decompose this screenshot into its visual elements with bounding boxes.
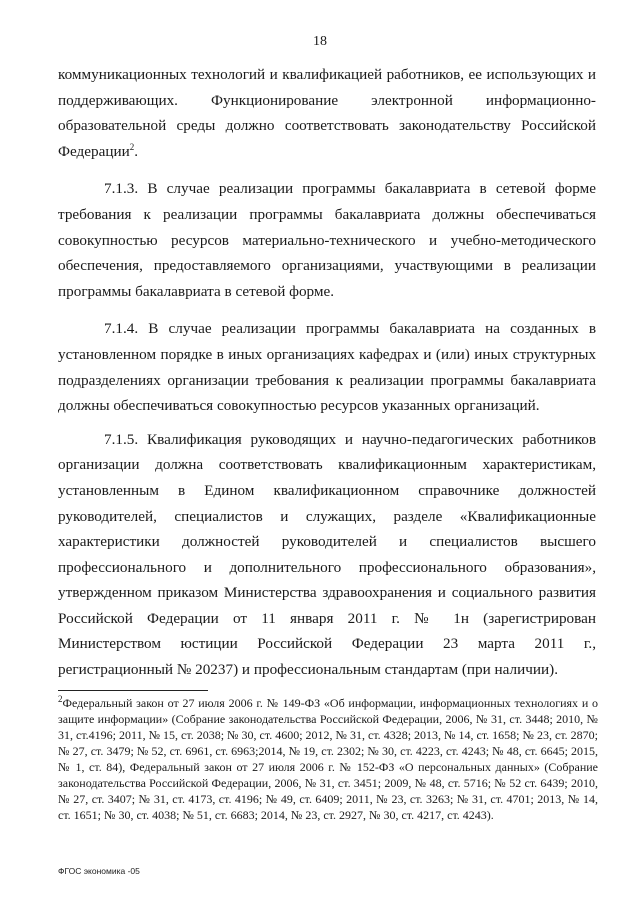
paragraph-text: случае реализации программы бакалавриата на созданных в установленном порядке в иных организациях кафедрах и (или) иных структурных подразделениях организации требования к реализации программы бакалавриата должны обеспечиваться совокупностью ресурсов указанных организаций. bbox=[58, 320, 596, 415]
paragraph-suffix: . bbox=[134, 142, 139, 160]
clause-number: 7.1.4. В bbox=[104, 320, 159, 338]
document-footer: ФГОС экономика -05 bbox=[58, 866, 140, 876]
footnote bbox=[58, 695, 598, 823]
footnote-reference[interactable]: 2 bbox=[129, 141, 135, 152]
footnote-text: Федеральный закон от 27 июля 2006 г. № 149-ФЗ «Об информации, информационных технологиях и о защите информации» (Собрание законодательства Российской Федерации, 2006, № 31, ст. 3448; 2010, № 31, ст.4196; 2011, № 15, ст. 2038; № 30, ст. 4600; 2012, № 31, ст. 4328; 2013, № 14, ст. 1658; № 23, ст. 2870; № 27, ст. 3479; № 52, ст. 6961, ст. 6963;2014, № 19, ст. 2302; № 30, ст. 4223, ст. 4243; № 48, ст. 6645; 2015, № 1, ст. 84), Федеральный закон от 27 июля 2006 г. № 152-ФЗ «О персональных данных» (Собрание законодательства Российской Федерации, 2006, № 31, ст. 3451; 2009, № 48, ст. 5716; № 52 ст. 6439; 2010, № 27, ст. 3407; № 31, ст. 4173, ст. 4196; № 49, ст. 6409; 2011, № 23, ст. 3263; № 31, ст. 4701; 2013, № 14, ст. 1651; № 30, ст. 4038; № 51, ст. 6683; 2014, № 23, ст. 2927, № 30, ст. 4217, ст. 4243). bbox=[58, 696, 598, 822]
clause-number: 7.1.3. В bbox=[104, 180, 158, 198]
footnote-separator bbox=[58, 690, 208, 691]
paragraph-continuation bbox=[58, 62, 596, 164]
paragraph-text: случае реализации программы бакалавриата в сетевой форме требования к реализации программы бакалавриата должны обеспечиваться совокупностью ресурсов материально-технического и учебно-методического обеспечения, предоставляемого организациями, участвующими в реализации программы бакалавриата в сетевой форме. bbox=[58, 180, 596, 300]
footnote-marker: 2 bbox=[58, 694, 63, 704]
clause-number: 7.1.5. bbox=[104, 430, 139, 448]
page-number: 18 bbox=[313, 34, 327, 49]
paragraph-text: коммуникационных технологий и квалификацией работников, ее использующих и поддерживающих. Функционирование электронной информационно-образовательной среды должно соответствовать законодательству Российской Федерации bbox=[58, 66, 596, 160]
body-text bbox=[58, 62, 596, 683]
paragraph-text: Квалификация руководящих и научно-педагогических работников организации должна соответствовать квалификационным характеристикам, установленным в Едином квалификационном справочнике должностей руководителей, специалистов и служащих, разделе «Квалификационные характеристики должностей руководителей и специалистов высшего профессионального и дополнительного профессионального образования», утвержденном приказом Министерства здравоохранения и социального развития Российской Федерации от 11 января 2011 г. № 1н (зарегистрирован Министерством юстиции Российской Федерации 23 марта 2011 г., регистрационный № 20237) и профессиональным стандартам (при наличии). bbox=[58, 430, 596, 679]
paragraph-7-1-3 bbox=[58, 176, 596, 304]
paragraph-7-1-4 bbox=[58, 316, 596, 418]
paragraph-7-1-5 bbox=[58, 427, 596, 683]
